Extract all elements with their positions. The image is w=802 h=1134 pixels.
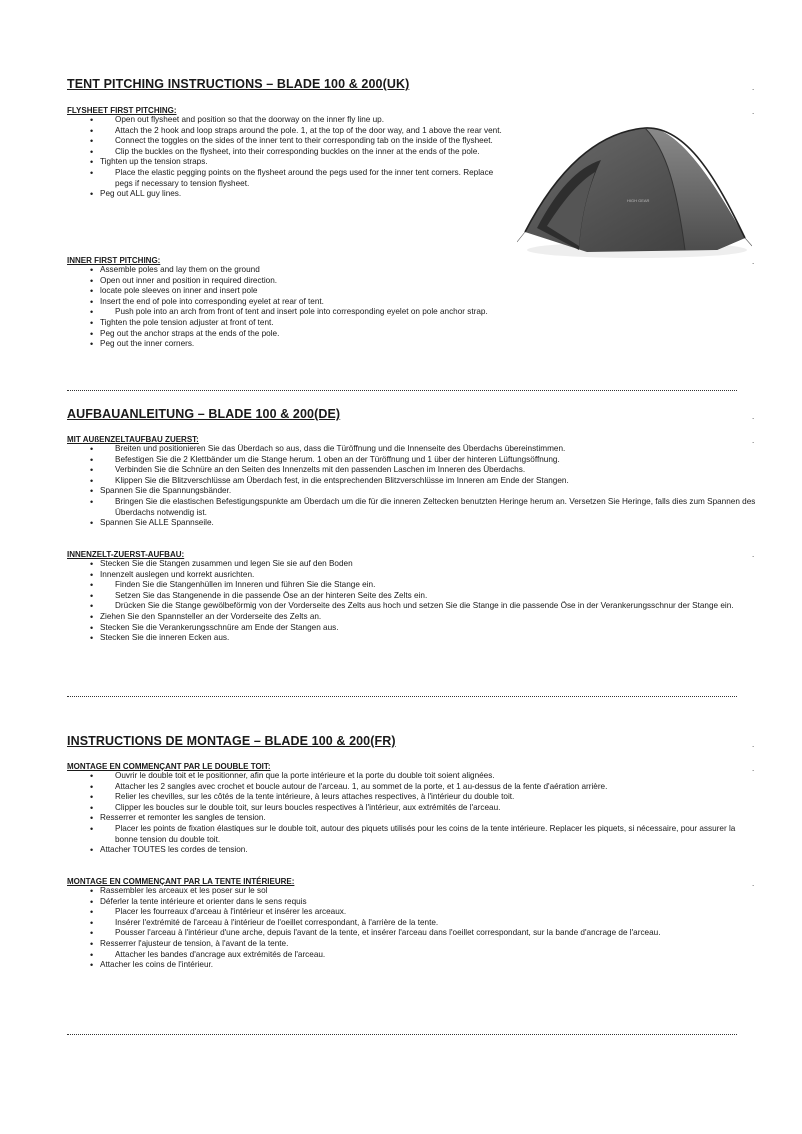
list-item: • Insert the end of pole into corresponding eyelet at rear of tent. [67, 297, 757, 308]
list-item: • Assemble poles and lay them on the ground [67, 265, 757, 276]
separator-1 [67, 390, 737, 391]
uk-flysheet-block [67, 106, 507, 200]
list-item: • Peg out ALL guy lines. [67, 189, 507, 200]
fr-flysheet-list [67, 771, 757, 856]
list-item: • locate pole sleeves on inner and insert pole [67, 286, 757, 297]
uk-inner-block [67, 256, 757, 350]
list-item: • Resserrer l'ajusteur de tension, à l'avant de la tente. [67, 939, 757, 950]
list-item: • Clip the buckles on the flysheet, into their corresponding buckles on the inner at the ends of the pole. [67, 147, 507, 158]
list-item: • Attach the 2 hook and loop straps around the pole. 1, at the top of the door way, and 1 above the rear vent. [67, 126, 507, 137]
list-item: • Verbinden Sie die Schnüre an den Seiten des Innenzelts mit den passenden Laschen im Inneren des Überdachs. [67, 465, 757, 476]
section-fr [67, 734, 757, 748]
tent-brand-label: HIGH GEAR [627, 198, 650, 203]
list-item: • Stecken Sie die Stangen zusammen und legen Sie sie auf den Boden [67, 559, 757, 570]
fr-flysheet-block [67, 762, 757, 856]
list-item: • Befestigen Sie die 2 Klettbänder um die Stange herum. 1 oben an der Türöffnung und 1 über der hinteren Lüftungsöffnung. [67, 455, 757, 466]
list-item: • Tighten the pole tension adjuster at front of tent. [67, 318, 757, 329]
list-item: • Peg out the inner corners. [67, 339, 757, 350]
list-item: • Insérer l'extrémité de l'arceau à l'intérieur de l'oeillet correspondant, à l'arrière de la tente. [67, 918, 757, 929]
list-item: • Spannen Sie ALLE Spannseile. [67, 518, 757, 529]
margin-mark: . [752, 740, 755, 749]
uk-inner-list [67, 265, 757, 350]
list-item: • Open out flysheet and position so that the doorway on the inner fly line up. [67, 115, 507, 126]
list-item: • Déferler la tente intérieure et orienter dans le sens requis [67, 897, 757, 908]
de-flysheet-heading: MIT AUßENZELTAUFBAU ZUERST: [67, 435, 199, 444]
de-inner-block [67, 550, 757, 644]
margin-mark: . [752, 412, 755, 421]
list-item: • Relier les chevilles, sur les côtés de la tente intérieure, à leurs attaches respectives, à l'intérieur du double toit. [67, 792, 757, 803]
list-item: • Stecken Sie die Verankerungsschnüre am Ende der Stangen aus. [67, 623, 757, 634]
fr-flysheet-heading: MONTAGE EN COMMENÇANT PAR LE DOUBLE TOIT: [67, 762, 271, 771]
separator-3 [67, 1034, 737, 1035]
list-item: • Push pole into an arch from front of tent and insert pole into corresponding eyelet on pole anchor strap. [67, 307, 757, 318]
list-item: • Stecken Sie die inneren Ecken aus. [67, 633, 757, 644]
list-item: • Bringen Sie die elastischen Befestigungspunkte am Überdach um die für die inneren Zeltecken benutzten Heringe herum an. Versetzen Sie Heringe, falls dies zum Spannen des Überdachs notwendig ist. [67, 497, 757, 518]
list-item: • Place the elastic pegging points on the flysheet around the pegs used for the inner tent corners. Replace pegs if necessary to tension flysheet. [67, 168, 507, 189]
list-item: • Drücken Sie die Stange gewölbeförmig von der Vorderseite des Zelts aus hoch und setzen Sie die Stange in die passende Öse in der Verankerungsschnur der Stange ein. [67, 601, 757, 612]
list-item: • Placer les points de fixation élastiques sur le double toit, autour des piquets utilisés pour les coins de la tente intérieure. Replacer les piquets, si nécessaire, pour assurer la bonne tension du double toit. [67, 824, 757, 845]
list-item: • Klippen Sie die Blitzverschlüsse am Überdach fest, in die entsprechenden Blitzverschlüsse im Inneren am Ende der Stangen. [67, 476, 757, 487]
fr-inner-heading: MONTAGE EN COMMENÇANT PAR LA TENTE INTÉRIEURE: [67, 877, 295, 886]
list-item: • Clipper les boucles sur le double toit, sur leurs boucles respectives à l'intérieur, aux extrémités de l'arceau. [67, 803, 757, 814]
list-item: • Resserrer et remonter les sangles de tension. [67, 813, 757, 824]
de-flysheet-block [67, 435, 757, 529]
list-item: • Breiten und positionieren Sie das Überdach so aus, dass die Türöffnung und die Innenseite des Überdachs übereinstimmen. [67, 444, 757, 455]
uk-title: TENT PITCHING INSTRUCTIONS – BLADE 100 & 200(UK) [67, 77, 410, 91]
list-item: • Setzen Sie das Stangenende in die passende Öse an der hinteren Seite des Zelts ein. [67, 591, 757, 602]
list-item: • Connect the toggles on the sides of the inner tent to their corresponding tab on the inside of the flysheet. [67, 136, 507, 147]
list-item: • Peg out the anchor straps at the ends of the pole. [67, 329, 757, 340]
list-item: • Innenzelt auslegen und korrekt ausrichten. [67, 570, 757, 581]
list-item: • Ziehen Sie den Spannsteller an der Vorderseite des Zelts an. [67, 612, 757, 623]
tent-illustration [517, 110, 752, 262]
list-item: • Placer les fourreaux d'arceau à l'intérieur et insérer les arceaux. [67, 907, 757, 918]
list-item: • Ouvrir le double toit et le positionner, afin que la porte intérieure et la porte du double toit soient alignées. [67, 771, 757, 782]
list-item: • Attacher TOUTES les cordes de tension. [67, 845, 757, 856]
section-uk [67, 77, 757, 91]
section-de [67, 407, 757, 421]
margin-mark: . [752, 879, 755, 888]
de-inner-heading: INNENZELT-ZUERST-AUFBAU: [67, 550, 185, 559]
list-item: • Pousser l'arceau à l'intérieur d'une arche, depuis l'avant de la tente, et insérer l'arceau dans l'oeillet correspondant, sur la bande d'ancrage de l'arceau. [67, 928, 757, 939]
margin-mark: . [752, 107, 755, 116]
list-item: • Rassembler les arceaux et les poser sur le sol [67, 886, 757, 897]
list-item: • Attacher les coins de l'intérieur. [67, 960, 757, 971]
list-item: • Attacher les bandes d'ancrage aux extrémités de l'arceau. [67, 950, 757, 961]
list-item: • Attacher les 2 sangles avec crochet et boucle autour de l'arceau. 1, au sommet de la porte, et 1 au-dessus de la fente d'aération arrière. [67, 782, 757, 793]
de-title: AUFBAUANLEITUNG – BLADE 100 & 200(DE) [67, 407, 341, 421]
fr-inner-block [67, 877, 757, 971]
uk-inner-heading: INNER FIRST PITCHING: [67, 256, 161, 265]
fr-title: INSTRUCTIONS DE MONTAGE – BLADE 100 & 200(FR) [67, 734, 396, 748]
de-inner-list [67, 559, 757, 644]
margin-mark: . [752, 550, 755, 559]
list-item: • Spannen Sie die Spannungsbänder. [67, 486, 757, 497]
list-item: • Open out inner and position in required direction. [67, 276, 757, 287]
uk-flysheet-list [67, 115, 507, 200]
list-item: • Finden Sie die Stangenhüllen im Inneren und führen Sie die Stange ein. [67, 580, 757, 591]
margin-mark: . [752, 83, 755, 92]
list-item: • Tighten up the tension straps. [67, 157, 507, 168]
margin-mark: . [752, 436, 755, 445]
uk-flysheet-heading: FLYSHEET FIRST PITCHING: [67, 106, 177, 115]
margin-mark: . [752, 257, 755, 266]
de-flysheet-list [67, 444, 757, 529]
margin-mark: . [752, 764, 755, 773]
separator-2 [67, 696, 737, 697]
fr-inner-list [67, 886, 757, 971]
